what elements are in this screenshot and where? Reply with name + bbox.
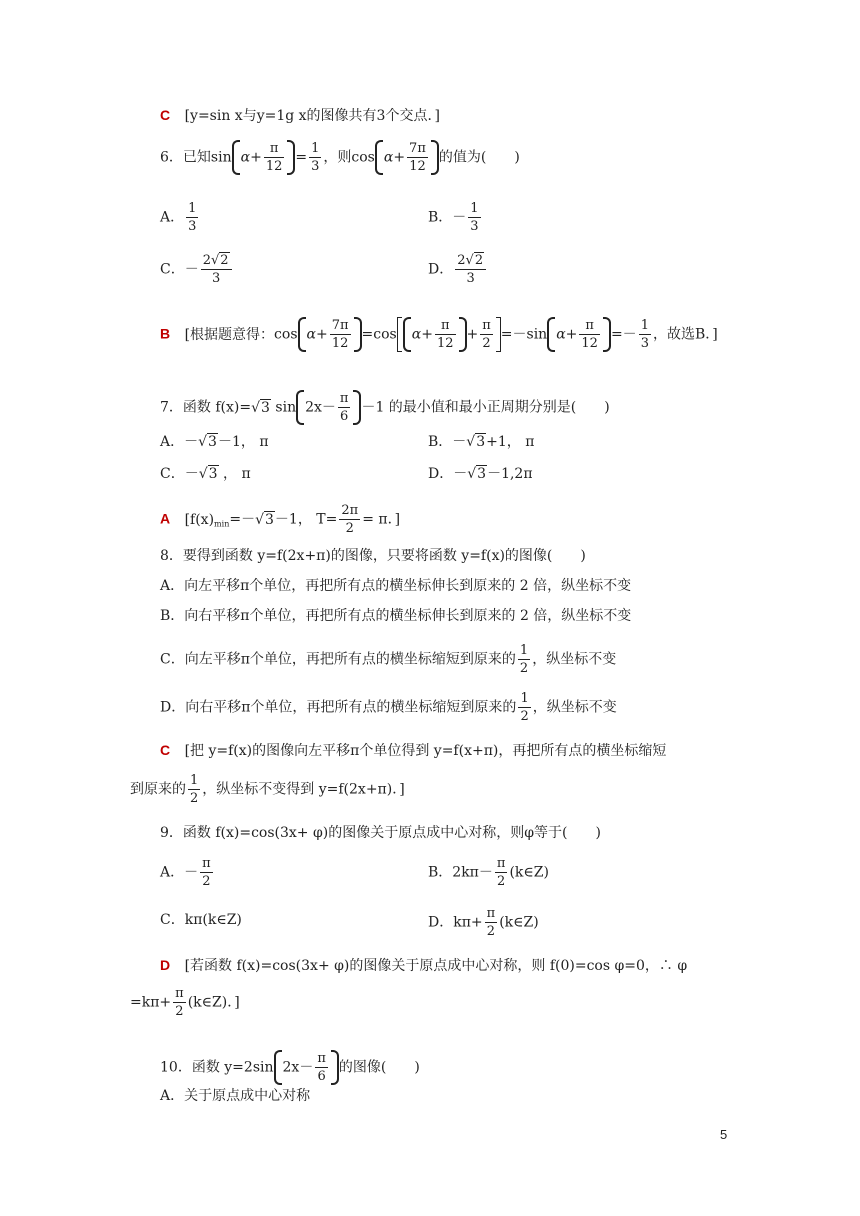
denominator: 12 (331, 336, 349, 351)
alpha: α (556, 326, 566, 343)
coef: 2 (202, 253, 211, 268)
denominator: 2 (482, 336, 491, 351)
q10-option-a: A．关于原点成中心对称 (160, 1088, 311, 1104)
denominator: 3 (311, 159, 320, 174)
answer-intro: [根据题意得： (184, 326, 275, 343)
sin: sin (270, 399, 297, 416)
alpha: α (411, 326, 422, 343)
fraction (330, 317, 351, 352)
q8-option-a: A．向左平移π个单位，再把所有点的横坐标伸长到原来的 2 倍，纵坐标不变 (160, 578, 632, 594)
equals: = (295, 149, 308, 166)
answer-letter: B (160, 325, 171, 342)
q8-option-c (160, 642, 616, 677)
q6-answer (160, 317, 718, 352)
denominator: 12 (581, 336, 598, 351)
plus: + (315, 326, 328, 343)
answer-text: = π．] (362, 511, 401, 528)
radicand: 3 (208, 434, 217, 450)
q6-prefix: 已知 (182, 149, 211, 166)
fraction (435, 317, 456, 352)
answer-text: 到原来的 (130, 781, 186, 798)
q6-option-c (160, 252, 234, 287)
bracket-group (397, 317, 501, 352)
sqrt (251, 398, 271, 418)
denominator: 12 (436, 336, 454, 351)
q7-text: 函数 f(x)= (182, 399, 252, 416)
option-label: B． (428, 209, 453, 226)
paren-group (232, 140, 296, 175)
then-text: ，则 (323, 149, 352, 166)
radicand: 3 (208, 466, 218, 482)
plus: + (466, 326, 479, 343)
cos: cos (274, 326, 298, 343)
denominator: 2 (345, 521, 354, 536)
alpha: α (306, 326, 316, 343)
minus: － (452, 209, 467, 226)
paren-group (403, 317, 467, 352)
answer-text: =kπ+ (130, 994, 172, 1011)
question-number: 6． (160, 149, 183, 166)
coef: 2 (457, 253, 466, 268)
option-label: B．2kπ－ (428, 864, 493, 881)
fraction (639, 317, 651, 352)
q6-suffix: 的值为( ) (438, 149, 520, 166)
minus: － (184, 434, 199, 450)
q7-option-b (428, 432, 534, 452)
fraction (485, 905, 498, 940)
equals-neg: =－ (610, 326, 637, 343)
denominator: 3 (466, 271, 475, 286)
denominator: 3 (640, 336, 649, 351)
option-tail: ，纵坐标不变 (532, 651, 617, 668)
radicand: 3 (476, 434, 486, 450)
fraction (173, 985, 186, 1020)
fraction (518, 642, 530, 677)
denominator: 6 (340, 409, 349, 424)
plus: + (565, 326, 578, 343)
option-label: B． (428, 434, 453, 450)
denominator: 2 (520, 709, 529, 724)
fraction (339, 502, 360, 537)
q7-tail: －1 的最小值和最小正周期分别是( ) (361, 399, 610, 416)
alpha: α (240, 149, 251, 166)
fraction (188, 772, 200, 807)
option-tail: ，纵坐标不变 (532, 699, 617, 716)
numerator: 7π (409, 141, 426, 156)
answer-text: ，纵坐标不变得到 y=f(2x+π)．] (202, 781, 405, 798)
plus: + (393, 149, 406, 166)
neg-sin: =－sin (500, 326, 548, 343)
numerator: 7π (331, 318, 349, 333)
q6-stem (160, 140, 520, 175)
q9-answer-line2 (130, 985, 240, 1020)
numerator (455, 252, 486, 270)
answer-text: －1， T= (274, 511, 338, 528)
q9-stem: 9．函数 f(x)=cos(3x+ φ)的图像关于原点成中心对称，则φ等于( ) (160, 825, 601, 841)
radicand: 3 (265, 511, 274, 528)
option-text: D．向右平移π个单位，再把所有点的横坐标缩短到原来的 (160, 699, 517, 716)
answer-letter: D (160, 957, 171, 973)
fraction (200, 855, 213, 890)
option-label: A． (160, 209, 185, 226)
numerator: 1 (640, 318, 649, 333)
minus: － (184, 261, 199, 278)
q9-option-d (428, 905, 539, 940)
paren-group (547, 317, 611, 352)
paren-group (375, 140, 439, 175)
k-in-z: (k∈Z) (509, 864, 549, 881)
arg: 2x－ (282, 1059, 314, 1076)
arg: 2x－ (305, 399, 336, 416)
denominator: 3 (470, 219, 479, 234)
cos: cos (351, 149, 375, 166)
q7-answer (160, 502, 400, 537)
q10-tail: 的图像( ) (338, 1059, 420, 1076)
cos: cos (373, 326, 397, 343)
paren-group (274, 1050, 339, 1085)
question-number: 10． (160, 1059, 192, 1076)
radicand: 2 (220, 253, 229, 268)
numerator: 1 (470, 201, 479, 216)
sqrt (198, 432, 218, 452)
q6-option-d (428, 252, 488, 287)
alpha: α (383, 149, 394, 166)
sqrt (211, 252, 230, 269)
denominator: 2 (497, 874, 506, 889)
paren-group (298, 317, 362, 352)
fraction (309, 140, 321, 175)
option-label: A． (160, 434, 185, 450)
q10-stem (160, 1050, 420, 1085)
q10-text: 函数 y=2sin (191, 1059, 274, 1076)
q8-answer-line2 (130, 772, 405, 807)
numerator: π (339, 391, 349, 406)
q6-option-a (160, 200, 200, 235)
denominator: 2 (190, 791, 199, 806)
page-number: 5 (720, 1127, 728, 1142)
q6-option-b (428, 200, 483, 235)
answer-text: [f(x) (184, 511, 215, 528)
option-tail: +1， π (486, 434, 535, 450)
minus: － (452, 434, 467, 450)
equals: = (361, 326, 374, 343)
option-tail: －1,2π (487, 466, 533, 482)
fraction (186, 200, 198, 235)
numerator: 1 (519, 643, 529, 658)
answer-letter: A (160, 510, 171, 527)
fraction (264, 140, 285, 175)
option-label: D． (428, 466, 454, 482)
option-tail: －1， π (217, 434, 269, 450)
q7-option-a (160, 432, 269, 452)
denominator: 3 (188, 219, 197, 234)
sqrt (255, 510, 275, 530)
sqrt (467, 464, 487, 484)
sqrt (466, 432, 486, 452)
fraction (518, 690, 530, 725)
k-in-z: (k∈Z) (499, 914, 539, 931)
radicand: 3 (261, 399, 270, 416)
plus: + (421, 326, 433, 343)
q7-option-d (428, 464, 533, 484)
fraction (579, 317, 600, 352)
numerator: π (496, 856, 506, 871)
option-text: C．向左平移π个单位，再把所有点的横坐标缩短到原来的 (160, 651, 516, 668)
numerator: π (175, 986, 184, 1001)
q8-option-b: B．向右平移π个单位，再把所有点的横坐标伸长到原来的 2 倍，纵坐标不变 (160, 608, 632, 624)
answer-text: =－ (229, 511, 256, 528)
q8-option-d (160, 690, 617, 725)
fraction (468, 200, 480, 235)
q7-stem (160, 390, 610, 425)
fraction (480, 317, 493, 352)
numerator: 1 (188, 201, 197, 216)
answer-letter: C (160, 742, 171, 758)
denominator: 2 (486, 924, 496, 939)
q9-option-a (160, 855, 215, 890)
q8-answer-line1 (160, 740, 666, 761)
denominator: 3 (212, 271, 221, 286)
radicand: 2 (474, 253, 484, 268)
answer-text: [若函数 f(x)=cos(3x+ φ)的图像关于原点成中心对称，则 f(0)=cos φ=0，∴ φ (184, 958, 688, 974)
numerator: π (486, 906, 496, 921)
fraction (495, 855, 508, 890)
option-label: D．kπ+ (428, 914, 483, 931)
radicand: 3 (477, 466, 487, 482)
sqrt (199, 464, 219, 484)
numerator: 1 (311, 141, 320, 156)
denominator: 2 (519, 661, 529, 676)
q9-option-c: C．kπ(k∈Z) (160, 912, 242, 928)
numerator: π (435, 317, 456, 335)
denominator: 2 (175, 1004, 184, 1019)
fraction (455, 252, 486, 287)
numerator: π (202, 856, 211, 871)
numerator: π (317, 1051, 326, 1066)
numerator: 1 (520, 691, 529, 706)
answer-text: (k∈Z)．] (187, 994, 240, 1011)
denominator: 12 (265, 159, 283, 174)
question-number: 7． (160, 399, 183, 416)
option-label: C． (160, 261, 185, 278)
fraction (407, 140, 428, 175)
subscript-min: min (214, 519, 230, 529)
option-label: A．－ (160, 864, 199, 881)
numerator: π (579, 317, 600, 335)
plus: + (250, 149, 262, 166)
answer-end: ，故选B．] (652, 326, 718, 343)
answer-text: [y=sin x与y=1g x的图像共有3个交点．] (184, 108, 440, 124)
fraction (338, 390, 351, 425)
numerator: π (264, 140, 285, 158)
option-tail: ， π (218, 466, 251, 482)
numerator: 1 (190, 773, 199, 788)
q9-option-b (428, 855, 549, 890)
fraction (201, 252, 232, 287)
fraction (315, 1050, 328, 1085)
denominator: 12 (409, 159, 426, 174)
q5-answer (160, 105, 440, 126)
numerator (201, 252, 232, 270)
minus: － (453, 466, 468, 482)
q6-sin: sin (210, 149, 232, 166)
sqrt (466, 252, 485, 269)
answer-letter: C (160, 107, 171, 123)
q8-stem: 8．要得到函数 y=f(2x+π)的图像，只要将函数 y=f(x)的图像( ) (160, 548, 586, 564)
option-label: C． (160, 466, 185, 482)
paren-group (296, 390, 361, 425)
denominator: 6 (317, 1069, 326, 1084)
option-label: D． (428, 261, 454, 278)
numerator: 2π (341, 503, 359, 518)
denominator: 2 (202, 874, 211, 889)
minus: － (184, 466, 199, 482)
numerator: π (482, 318, 491, 333)
q9-answer-line1 (160, 955, 687, 976)
q7-option-c (160, 464, 251, 484)
answer-text: [把 y=f(x)的图像向左平移π个单位得到 y=f(x+π)，再把所有点的横坐标缩短 (184, 743, 667, 759)
